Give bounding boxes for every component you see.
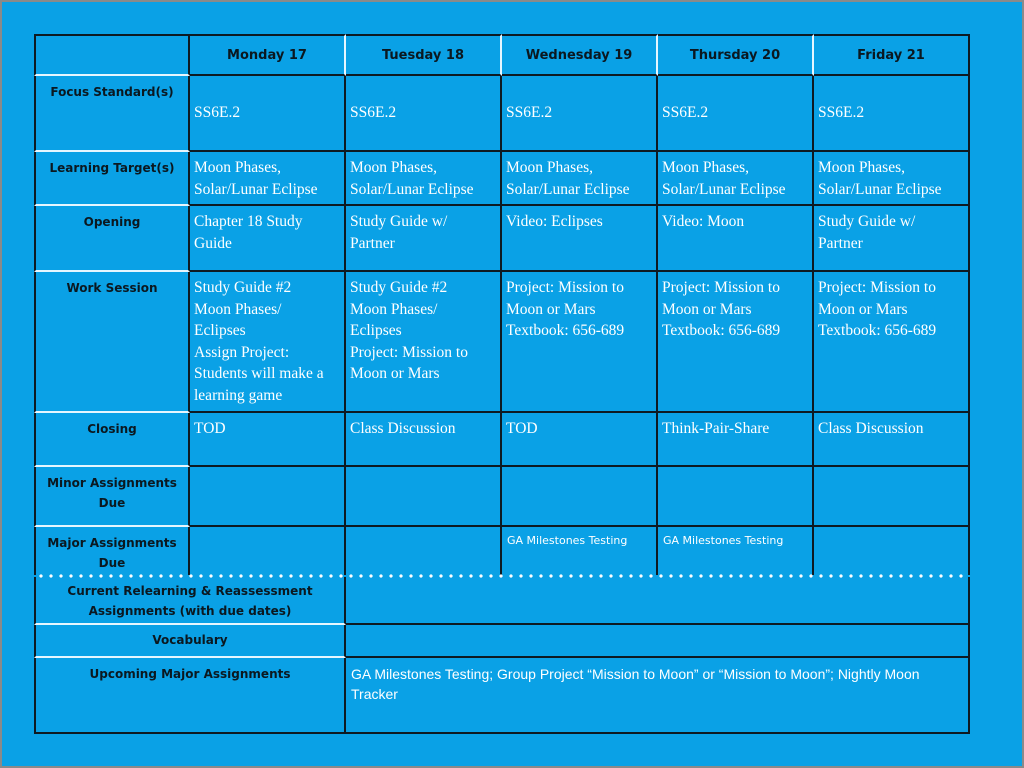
vocabulary-value: [346, 625, 970, 658]
row-label-opening: Opening: [34, 206, 190, 272]
work-friday: Project: Mission to Moon or Mars Textbook: 656-689: [814, 272, 970, 413]
work-monday: Study Guide #2 Moon Phases/ Eclipses Assign Project: Students will make a learning game: [190, 272, 346, 413]
lesson-plan-page: [2, 2, 1022, 766]
minor-friday: [814, 467, 970, 527]
row-label-learning-targets: Learning Target(s): [34, 152, 190, 206]
row-label-work-session: Work Session: [34, 272, 190, 413]
header-thursday: Thursday 20: [658, 34, 814, 76]
upcoming-major-assignments-value: GA Milestones Testing; Group Project “Mission to Moon” or “Mission to Moon”; Nightly Moon Tracker: [346, 658, 970, 734]
row-label-major-assignments: [34, 527, 190, 575]
header-wednesday: Wednesday 19: [502, 34, 658, 76]
target-friday: Moon Phases, Solar/Lunar Eclipse: [814, 152, 970, 206]
minor-label-line1: Minor Assignments: [47, 476, 177, 490]
focus-thursday: SS6E.2: [658, 76, 814, 152]
major-label-line2: Due: [98, 556, 126, 570]
work-wednesday: Project: Mission to Moon or Mars Textbook: 656-689: [502, 272, 658, 413]
header-monday: Monday 17: [190, 34, 346, 76]
closing-friday: Class Discussion: [814, 413, 970, 467]
opening-monday: Chapter 18 Study Guide: [190, 206, 346, 272]
target-tuesday: Moon Phases, Solar/Lunar Eclipse: [346, 152, 502, 206]
closing-wednesday: TOD: [502, 413, 658, 467]
major-monday: [190, 527, 346, 575]
minor-label-line2: Due: [98, 496, 126, 510]
opening-thursday: Video: Moon: [658, 206, 814, 272]
major-tuesday: [346, 527, 502, 575]
row-label-closing: Closing: [34, 413, 190, 467]
target-monday: Moon Phases, Solar/Lunar Eclipse: [190, 152, 346, 206]
major-thursday: GA Milestones Testing: [658, 527, 814, 575]
relearning-label-line2: Assignments (with due dates): [88, 604, 292, 618]
major-wednesday: GA Milestones Testing: [502, 527, 658, 575]
relearning-value: [346, 577, 970, 625]
closing-thursday: Think-Pair-Share: [658, 413, 814, 467]
header-friday: Friday 21: [814, 34, 970, 76]
closing-monday: TOD: [190, 413, 346, 467]
row-label-focus-standards: Focus Standard(s): [34, 76, 190, 152]
minor-thursday: [658, 467, 814, 527]
header-tuesday: Tuesday 18: [346, 34, 502, 76]
minor-wednesday: [502, 467, 658, 527]
focus-wednesday: SS6E.2: [502, 76, 658, 152]
relearning-label-line1: Current Relearning & Reassessment: [67, 584, 313, 598]
closing-tuesday: Class Discussion: [346, 413, 502, 467]
minor-tuesday: [346, 467, 502, 527]
focus-tuesday: SS6E.2: [346, 76, 502, 152]
row-label-minor-assignments: [34, 467, 190, 527]
minor-monday: [190, 467, 346, 527]
opening-tuesday: Study Guide w/ Partner: [346, 206, 502, 272]
upcoming-major-assignments-label: Upcoming Major Assignments: [34, 658, 346, 734]
target-wednesday: Moon Phases, Solar/Lunar Eclipse: [502, 152, 658, 206]
focus-monday: SS6E.2: [190, 76, 346, 152]
major-friday: [814, 527, 970, 575]
header-corner-cell: [34, 34, 190, 76]
target-thursday: Moon Phases, Solar/Lunar Eclipse: [658, 152, 814, 206]
major-label-line1: Major Assignments: [47, 536, 177, 550]
work-thursday: Project: Mission to Moon or Mars Textbook: 656-689: [658, 272, 814, 413]
opening-friday: Study Guide w/ Partner: [814, 206, 970, 272]
focus-friday: SS6E.2: [814, 76, 970, 152]
vocabulary-label: Vocabulary: [34, 625, 346, 658]
opening-wednesday: Video: Eclipses: [502, 206, 658, 272]
relearning-label: [34, 577, 346, 625]
work-tuesday: Study Guide #2 Moon Phases/ Eclipses Project: Mission to Moon or Mars: [346, 272, 502, 413]
